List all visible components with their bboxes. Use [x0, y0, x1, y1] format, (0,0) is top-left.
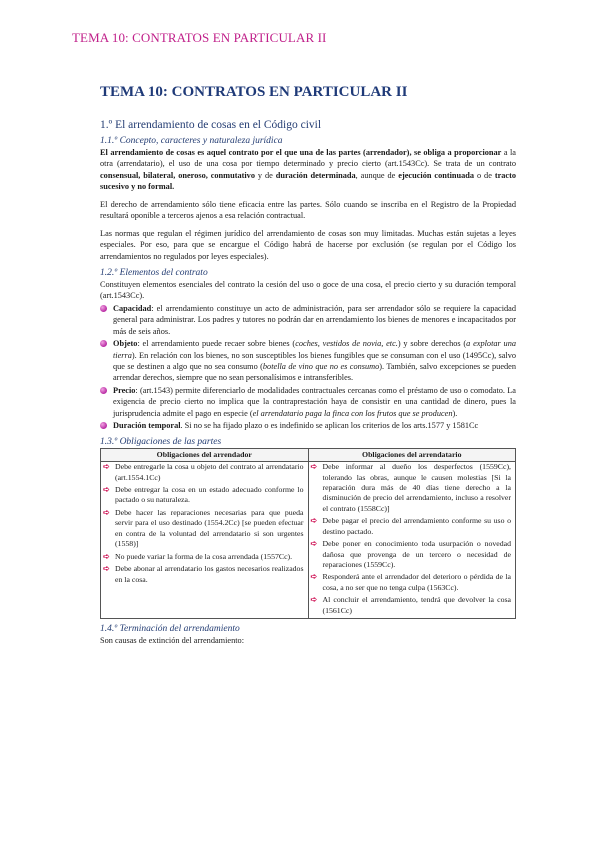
arrendatario-column: [308, 462, 516, 619]
obligaciones-table: [100, 448, 516, 620]
elementos-list: [100, 303, 516, 432]
subsection-title-terminacion: 1.4.º Terminación del arrendamiento: [100, 624, 240, 635]
table-item: ➪ Responderá ante el arrendador del deterioro o pérdida de la cosa, a no ser que no tenga culpa (1563Cc).: [310, 572, 511, 592]
table-item: ➪ Debe hacer las reparaciones necesarias para que pueda servir para el uso destinado (1554.2Cc) [se pueden efectuar en contra de la voluntad del arrendatario si son urgentes (1558)]: [103, 507, 304, 549]
table-item: ➪ Debe poner en conocimiento toda usurpación o novedad dañosa que provenga de un tercero o necesidad de reparaciones (1559Cc).: [310, 539, 511, 569]
list-item-precio: Precio: (art.1543) permite diferenciarlo de modalidades contractuales cercanas como el préstamo de uso o comodato. La exigencia de precio cierto no implica que la contraprestación haya de consistir en una cantidad de dinero, pues la jurisprudencia admite el pago en especie (el arrendatario paga la finca con los frutos que se producen).: [100, 385, 516, 419]
table-item: ➪ Debe entregar la cosa en un estado adecuado conforme lo pactado o su naturaleza.: [103, 484, 304, 505]
list-item-objeto: Objeto: el arrendamiento puede recaer sobre bienes (coches, vestidos de novia, etc.) y sobre derechos (a explotar una tierra). En relación con los bienes, no son susceptibles los bienes fungibles que se consuman con el uso (1495Cc), salvo que se destinen a algo que no sea consumo (botella de vino que no es consumo). También, salvo excepciones se pueden arrendar derechos, siempre que no sean personalísimos e intransferibles.: [100, 338, 516, 384]
page-running-header: TEMA 10: CONTRATOS EN PARTICULAR II: [72, 30, 327, 45]
table-item: ➪ Debe pagar el precio del arrendamiento conforme su uso o destino pactado.: [310, 516, 511, 536]
document-body: [100, 84, 516, 653]
list-item-duracion: Duración temporal. Si no se ha fijado plazo o es indefinido se aplican los criterios de los arts.1577 y 1581Cc: [100, 420, 516, 431]
arrow-right-icon: ➪: [103, 551, 110, 561]
subsection-title-elementos: 1.2.º Elementos del contrato: [100, 267, 208, 278]
table-item: ➪ No puede variar la forma de la cosa arrendada (1557Cc).: [103, 551, 293, 561]
bullet-circle-icon: [100, 305, 107, 312]
bullet-circle-icon: [100, 387, 107, 394]
list-item-capacidad: Capacidad: el arrendamiento constituye un acto de administración, para ser arrendador sólo se requiere la capacidad general para administrar. Los padres y tutores no podrán dar en arrendamiento los bienes de menores e incapacitados por más de seis años.: [100, 303, 516, 337]
arrow-right-icon: ➪: [103, 507, 110, 517]
arrow-right-icon: ➪: [103, 484, 110, 494]
section-title: 1.º El arrendamiento de cosas en el Código civil: [100, 119, 322, 131]
table-item: ➪ Debe informar al dueño los desperfectos (1559Cc), tolerando las obras, aunque le causen molestias [Si la reparación dura más de 40 días tiene derecho a la disminución de precio del arrendamiento, incluso a resolver el contrato (1558Cc)]: [310, 462, 511, 513]
bullet-circle-icon: [100, 422, 107, 429]
arrendador-column: [101, 462, 309, 619]
subsection-title-obligaciones: 1.3.º Obligaciones de las partes: [100, 436, 222, 447]
table-item: ➪ Debe entregarle la cosa u objeto del contrato al arrendatario (art.1554.1Cc): [103, 462, 304, 482]
subsection-title-concepto: 1.1.º Concepto, caracteres y naturaleza jurídica: [100, 136, 283, 146]
arrow-right-icon: ➪: [103, 462, 110, 472]
arrow-right-icon: ➪: [103, 564, 110, 574]
bullet-circle-icon: [100, 340, 107, 347]
table-item: ➪ Al concluir el arrendamiento, tendrá que devolver la cosa (1561Cc): [310, 595, 511, 615]
table-item: ➪ Debe abonar al arrendatario los gastos necesarios realizados en la cosa.: [103, 564, 304, 584]
paragraph-elementos-intro: Constituyen elementos esenciales del contrato la cesión del uso o goce de una cosa, el precio cierto y su duración temporal (art.1543Cc).: [100, 279, 516, 301]
column-header-arrendador: Obligaciones del arrendador: [101, 448, 309, 461]
paragraph-terminacion: Son causas de extinción del arrendamiento:: [100, 636, 244, 646]
arrow-right-icon: ➪: [310, 539, 318, 549]
arrow-right-icon: ➪: [310, 595, 318, 605]
paragraph-normas: Las normas que regulan el régimen jurídico del arrendamiento de cosas son muy limitadas. Muchas están sujetas a leyes especiales. Por eso, para que se encargue el Código habrá de hacerse por exclusión (se regulan por el Código los arrendamientos no regulados por leyes especiales).: [100, 228, 516, 261]
arrow-right-icon: ➪: [310, 462, 318, 472]
paragraph-definicion: El arrendamiento de cosas es aquel contrato por el que una de las partes (arrendador), se obliga a proporcionar a la otra (arrendatario), el uso de una cosa por tiempo determinado y precio cierto (art.1543Cc). Se trata de un contrato consensual, bilateral, oneroso, conmutativo y de duración determinada, aunque de ejecución continuada o de tracto sucesivo y no formal.: [100, 148, 517, 192]
arrow-right-icon: ➪: [310, 516, 318, 526]
paragraph-eficacia: El derecho de arrendamiento sólo tiene eficacia entre las partes. Sólo cuando se inscriba en el Registro de la Propiedad resultará oponible a terceros ajenos a esa relación contractual.: [100, 199, 516, 221]
arrow-right-icon: ➪: [310, 572, 318, 582]
document-title: TEMA 10: CONTRATOS EN PARTICULAR II: [100, 84, 408, 100]
column-header-arrendatario: Obligaciones del arrendatario: [308, 448, 516, 461]
